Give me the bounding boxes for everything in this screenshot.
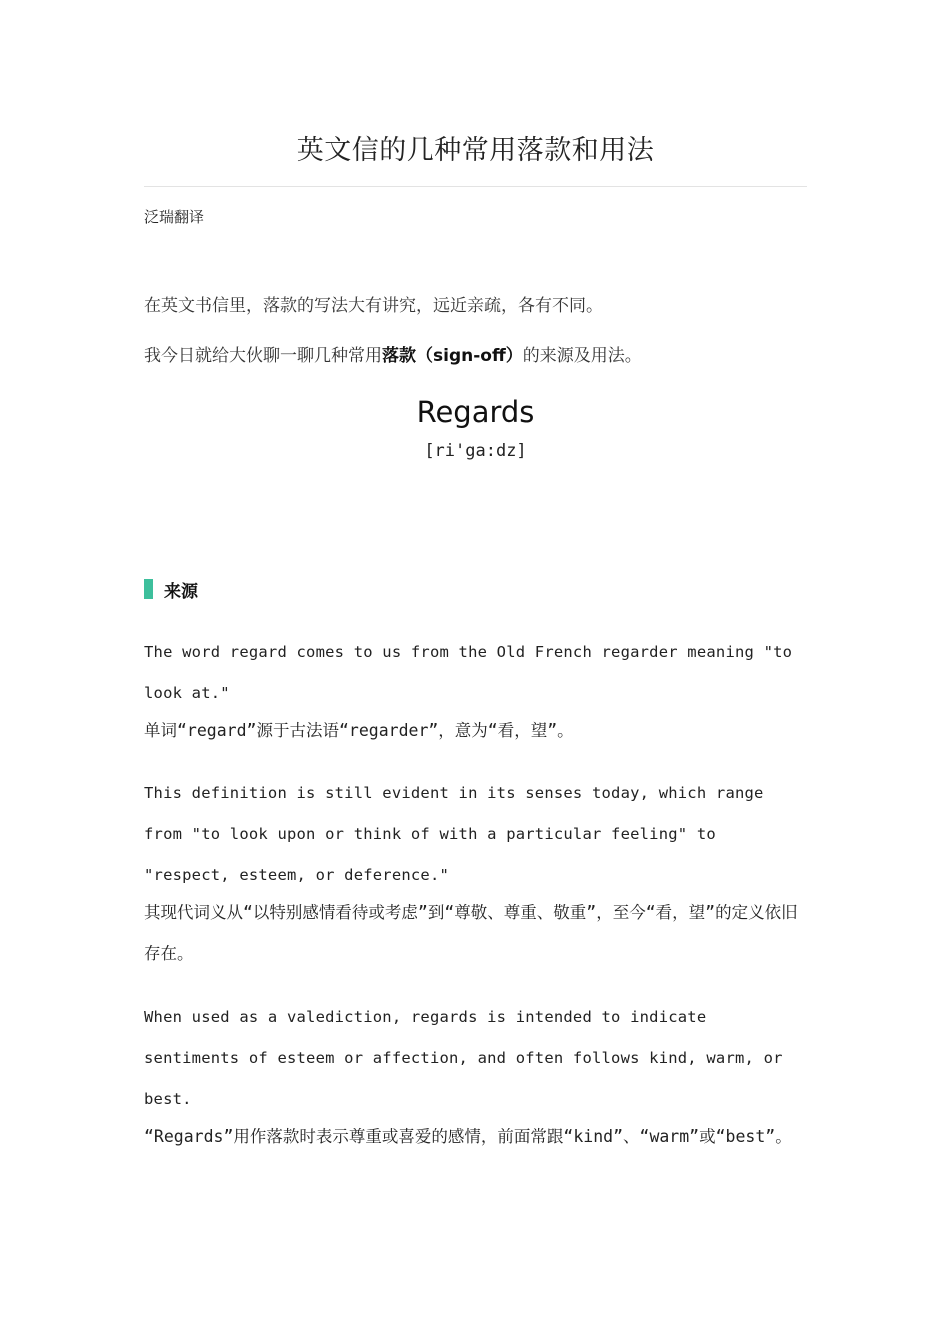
- paragraph-1-english: The word regard comes to us from the Old French regarder meaning "to look at.": [144, 643, 793, 702]
- section-title: 来源: [164, 581, 198, 602]
- paragraph-3-english: When used as a valediction, regards is intended to indicate sentiments of esteem or affection, and often follows kind, warm, or best.: [144, 1008, 783, 1108]
- entry-word: Regards: [416, 395, 535, 429]
- paragraph-2-english: This definition is still evident in its senses today, which range from "to look upon or think of with a particular feeling" to "respect, esteem, or deference.": [144, 784, 764, 884]
- paragraph-3-chinese: “Regards”用作落款时表示尊重或喜爱的感情，前面常跟“kind”、“warm”或“best”。: [144, 1127, 792, 1146]
- intro-line-2-prefix: 我今日就给大伙聊一聊几种常用: [144, 346, 382, 366]
- intro-line-2-emphasis: 落款（sign-off）: [382, 346, 523, 366]
- article-title: 英文信的几种常用落款和用法: [296, 135, 655, 166]
- entry-phonetic: [ri'ga:dz]: [424, 441, 527, 461]
- paragraph-2-chinese: 其现代词义从“以特别感情看待或考虑”到“尊敬、尊重、敬重”，至今“看，望”的定义依旧存在。: [144, 903, 798, 963]
- title-divider: [144, 186, 807, 187]
- intro-line-1: 在英文书信里，落款的写法大有讲究，远近亲疏，各有不同。: [144, 296, 603, 316]
- paragraph-1-chinese: 单词“regard”源于古法语“regarder”，意为“看，望”。: [144, 721, 574, 740]
- intro-line-2: [144, 341, 642, 366]
- author-name[interactable]: 泛瑞翻译: [144, 208, 205, 226]
- intro-line-2-suffix: 的来源及用法。: [522, 346, 642, 366]
- section-accent-bar: [144, 579, 153, 599]
- section-heading: [144, 578, 198, 600]
